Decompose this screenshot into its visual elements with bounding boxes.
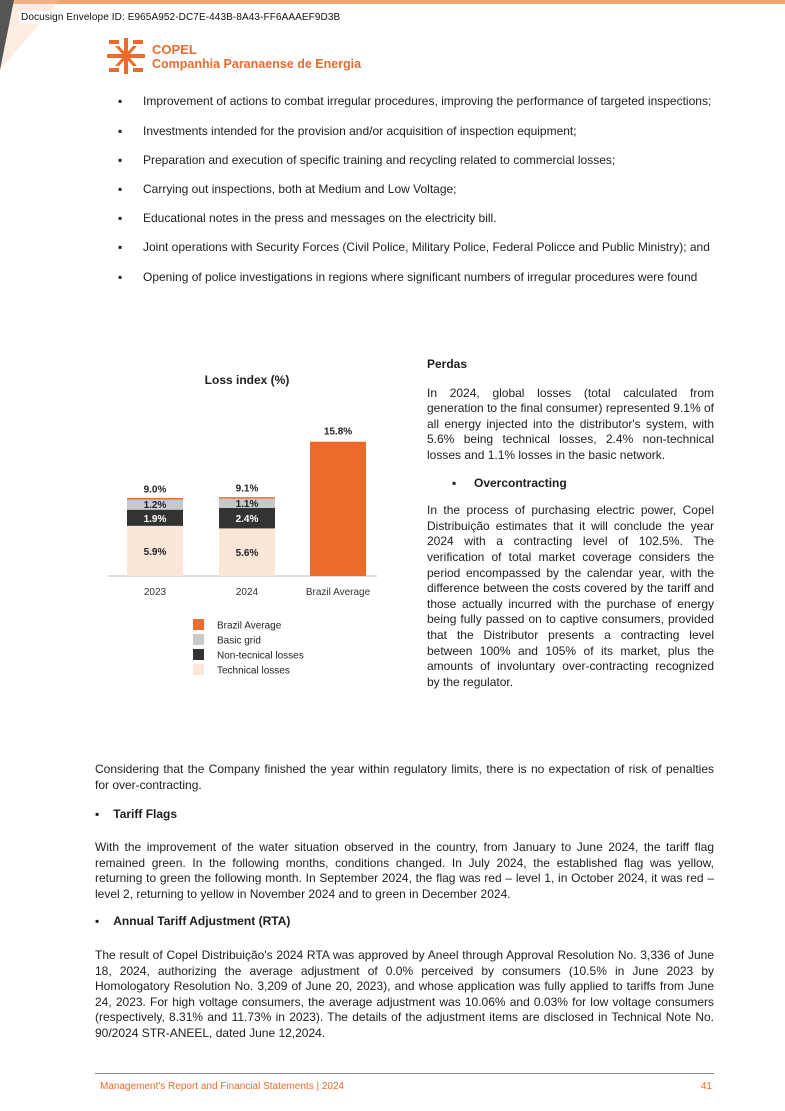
- list-item: ▪ Educational notes in the press and messages on the electricity bill.: [118, 211, 497, 225]
- tick-label: 2024: [235, 587, 259, 598]
- footer-title: Management's Report and Financial Statements | 2024: [100, 1081, 345, 1092]
- legend-label: Brazil Average: [217, 620, 282, 632]
- list-item: ▪ Carrying out inspections, both at Medium and Low Voltage;: [118, 182, 457, 196]
- logo-line2: Companhia Paranaense de Energia: [152, 57, 362, 71]
- data-label: 15.8%: [323, 426, 353, 438]
- logo-text: [152, 43, 361, 71]
- data-label: 5.6%: [235, 548, 259, 560]
- data-label: 1.9%: [143, 513, 167, 525]
- rta-heading: ▪ Annual Tariff Adjustment (RTA): [95, 914, 291, 928]
- right-column: [427, 357, 714, 690]
- list-item: ▪ Joint operations with Security Forces (Civil Police, Military Police, Federal Policce and Public Ministry); and: [118, 240, 710, 254]
- list-item: ▪ Improvement of actions to combat irregular procedures, improving the performance of targeted inspections;: [118, 94, 712, 108]
- rta-paragraph: The result of Copel Distribuição's 2024 RTA was approved by Aneel through Approval Resolution No. 3,336 of June 18, 2024, authorizing the average adjustment of 0.0% perceived by consumers (10.5% in June 2023 by Homologatory Resolution No. 3,209 of June 20, 2023), and whose application was fully applied to tariffs from June 24, 2023. For high voltage consumers, the average adjustment was 10.06% and 0.03% for low voltage consumers (respectively, 8.31% and 11.73% in 2023). The details of the adjustment items are disclosed in Technical Note No. 90/2024 STR-ANEEL, dated June 12,2024.: [95, 948, 714, 1040]
- tick-label: Brazil Average: [305, 587, 371, 598]
- data-label: 1.1%: [235, 498, 259, 510]
- logo-line1: COPEL: [152, 42, 197, 57]
- tick-label: 2023: [143, 587, 167, 598]
- total-label: 9.1%: [235, 483, 259, 495]
- legend-label: Basic grid: [217, 635, 261, 647]
- loss-index-chart: [95, 355, 395, 685]
- copel-logo-icon: [107, 38, 145, 74]
- legend-swatch: [193, 664, 204, 675]
- legend-label: Non-tecnical losses: [217, 650, 304, 662]
- over-contracting-conclusion: Considering that the Company finished the year within regulatory limits, there is no expectation of risk of penalties for over-contracting.: [95, 762, 714, 792]
- legend-swatch: [193, 649, 204, 660]
- total-label: 9.0%: [143, 484, 167, 496]
- list-item: ▪ Preparation and execution of specific training and recycling related to commercial losses;: [118, 153, 616, 167]
- chart-title: Loss index (%): [204, 373, 290, 387]
- overcontracting-heading: ▪ Overcontracting: [452, 475, 567, 490]
- tariff-flags-paragraph: With the improvement of the water situation observed in the country, from January to June 2024, the tariff flag remained green. In the following months, conditions changed. In July 2024, the established flag was yellow, returning to green the following month. In September 2024, the flag was red – level 1, in October 2024, it was red – level 2, returning to yellow in November 2024 and to green in December 2024.: [95, 840, 714, 901]
- list-item: ▪ Investments intended for the provision and/or acquisition of inspection equipment;: [118, 124, 577, 138]
- bar-brazil-average-brazil-average: [310, 442, 366, 576]
- data-label: 1.2%: [143, 500, 167, 512]
- bullet-list: [118, 94, 714, 284]
- page-number: 41: [700, 1081, 712, 1092]
- list-item: ▪ Opening of police investigations in regions where significant numbers of irregular procedures were found: [118, 270, 698, 284]
- tariff-flags-heading: ▪ Tariff Flags: [95, 807, 178, 821]
- envelope-id: Docusign Envelope ID: E965A952-DC7E-443B-8A43-FF6AAAEF9D3B: [21, 12, 341, 23]
- footer-divider: [95, 1073, 714, 1074]
- legend-label: Technical losses: [217, 665, 290, 677]
- legend-swatch: [193, 634, 204, 645]
- overcontracting-paragraph: In the process of purchasing electric power, Copel Distribuição estimates that it will conclude the year 2024 with a contracting level of 102.5%. The verification of total market coverage considers the period encompassed by the calendar year, with the difference between the costs covered by the tariff and those actually incurred with the purchase of energy being fully passed on to captive consumers, provided that the Distributor presents a contracting level between 100% and 105% of its market, plus the amounts of involuntary over-contracting recognized by the regulator.: [427, 503, 714, 689]
- top-accent-bar: [0, 0, 785, 4]
- data-label: 5.9%: [143, 546, 167, 558]
- data-label: 2.4%: [235, 514, 259, 526]
- losses-paragraph: In 2024, global losses (total calculated from generation to the final consumer) represented 9.1% of all energy injected into the distributor's system, with 5.6% being technical losses, 2.4% non-technical losses and 1.1% losses in the basic network.: [427, 385, 714, 462]
- section-heading-perdas: Perdas: [427, 357, 468, 371]
- legend-swatch: [193, 619, 204, 630]
